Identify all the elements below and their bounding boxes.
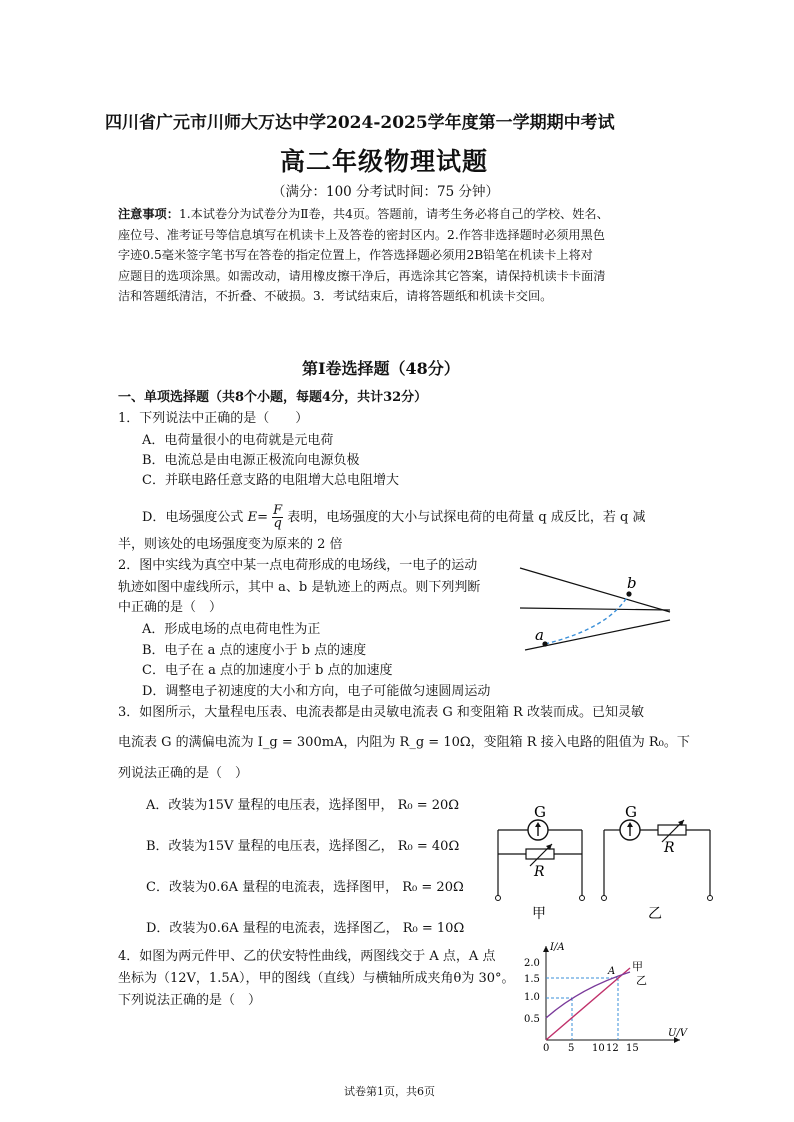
series-jia-line [546, 968, 630, 1040]
y-tick-label: 2.0 [524, 958, 540, 969]
q3-option-d: D．改装为0.6A 量程的电流表，选择图乙， R₀ = 10Ω [146, 921, 465, 936]
section-title: 第Ⅰ卷选择题（48分） [302, 359, 460, 378]
q2-field-figure [515, 560, 675, 660]
notice-block [118, 204, 609, 307]
q4-line1: 4．如图为两元件甲、乙的伏安特性曲线，两图线交于 A 点，A 点 [118, 949, 496, 964]
q3-circuit-figure [490, 800, 720, 922]
q3-option-c: C．改装为0.6A 量程的电流表，选择图甲， R₀ = 20Ω [146, 880, 464, 895]
x-tick-label: 12 [606, 1043, 619, 1052]
point-a-label: a [535, 626, 544, 644]
formula-fraction: $\frac{F}{q}$ [273, 503, 283, 531]
q1-option-b: B．电流总是由电源正极流向电源负极 [142, 453, 360, 468]
resistor-label-yi: R [664, 840, 675, 856]
y-tick-label: 1.0 [524, 992, 540, 1003]
resistor-label-jia: R [534, 864, 545, 880]
notice-line-5: 洁和答题纸清洁，不折叠、不破损。3．考试结束后，请将答题纸和机读卡交回。 [118, 289, 553, 303]
school-title: 四川省广元市川师大万达中学2024-2025学年度第一学期期中考试 [105, 113, 615, 133]
x-tick-label: 15 [626, 1043, 639, 1052]
q3-line1: 3．如图所示，大量程电压表、电流表都是由灵敏电流表 G 和变阻箱 R 改装而成。已知灵敏 [118, 705, 644, 720]
series-jia-label: 甲 [632, 960, 643, 973]
figure-label-jia: 甲 [532, 906, 546, 922]
page-footer: 试卷第1页，共6页 [344, 1085, 435, 1098]
q1-option-c: C．并联电路任意支路的电阻增大总电阻增大 [142, 473, 399, 488]
figure-label-yi: 乙 [648, 906, 662, 922]
q1-stem: 1．下列说法中正确的是（ ） [118, 411, 309, 426]
electron-trajectory [545, 594, 629, 644]
notice-label: 注意事项： [118, 207, 179, 221]
point-b-dot [626, 591, 631, 596]
field-line-middle [520, 608, 670, 610]
q1-option-d: D．电场强度公式 E= $\frac{F}{q}$ 表明，电场强度的大小与试探电荷的电荷量 q 成反比，若 q 减 [142, 503, 646, 531]
notice-line-1: 注意事项：1.本试卷分为试卷分为Ⅱ卷，共4页。答题前，请考生务必将自己的学校、姓名、 [118, 207, 609, 221]
resistor-icon-yi [658, 825, 686, 835]
point-a-label: A [608, 966, 616, 977]
q4-line2: 坐标为（12V，1.5A），甲的图线（直线）与横轴所成夹角θ为 30°。 [118, 971, 515, 986]
galvanometer-label-yi: G [625, 803, 637, 821]
q4-line3: 下列说法正确的是（ ） [118, 993, 262, 1008]
notice-line-4: 应题目的选项涂黑。如需改动，请用橡皮擦干净后，再选涂其它答案，请保持机读卡卡面清 [118, 268, 606, 283]
notice-line-2: 座位号、准考证号等信息填写在机读卡上及答卷的密封区内。2.作答非选择题时必须用黑色 [118, 227, 605, 242]
part-title: 一、单项选择题（共8个小题，每题4分，共计32分） [118, 390, 428, 405]
y-tick-label: 0.5 [524, 1014, 540, 1025]
q3-option-a: A．改装为15V 量程的电压表，选择图甲， R₀ = 20Ω [146, 798, 460, 813]
q2-option-c: C．电子在 a 点的加速度小于 b 点的加速度 [142, 663, 393, 678]
field-line-top [520, 568, 670, 612]
q2-option-d: D．调整电子初速度的大小和方向，电子可能做匀速圆周运动 [142, 684, 491, 699]
x-tick-label: 5 [568, 1043, 575, 1052]
notice-line-3: 字迹0.5毫米签字笔书写在答卷的指定位置上，作答选择题必须用2B铅笔在机读卡上将对 [118, 248, 593, 262]
x-axis-label: U/V [668, 1028, 688, 1039]
q3-option-b: B．改装为15V 量程的电压表，选择图乙， R₀ = 40Ω [146, 839, 460, 854]
q2-option-a: A．形成电场的点电荷电性为正 [142, 622, 321, 637]
q2-line3: 中正确的是（ ） [118, 600, 223, 615]
q2-line2: 轨迹如图中虚线所示，其中 a、b 是轨迹上的两点。则下列判断 [118, 580, 481, 595]
q3-line3: 列说法正确的是（ ） [118, 766, 249, 781]
q1-option-d-cont: 半，则该处的电场强度变为原来的 2 倍 [118, 537, 343, 552]
q3-line2: 电流表 G 的满偏电流为 I_g = 300mA，内阻为 R_g = 10Ω，变阻箱 R 接入电路的阻值为 R₀。下 [118, 735, 690, 750]
x-tick-label: 0 [543, 1043, 550, 1052]
q1-option-a: A．电荷量很小的电荷就是元电荷 [142, 433, 334, 448]
galvanometer-label-jia: G [534, 803, 546, 821]
subject-title: 高二年级物理试题 [280, 147, 489, 176]
series-yi-label: 乙 [636, 974, 647, 987]
point-b-label: b [627, 574, 637, 592]
y-tick-label: 1.5 [524, 974, 540, 985]
q2-line1: 2．图中实线为真空中某一点电荷形成的电场线，一电子的运动 [118, 558, 478, 573]
exam-info: （满分：100 分考试时间：75 分钟） [272, 184, 500, 200]
resistor-icon-jia [526, 849, 554, 859]
y-axis-label: I/A [550, 942, 565, 953]
formula-e: E [247, 510, 258, 525]
x-tick-label: 10 [592, 1043, 605, 1052]
q4-iv-graph [520, 940, 695, 1052]
q2-option-b: B．电子在 a 点的速度小于 b 点的速度 [142, 643, 367, 658]
